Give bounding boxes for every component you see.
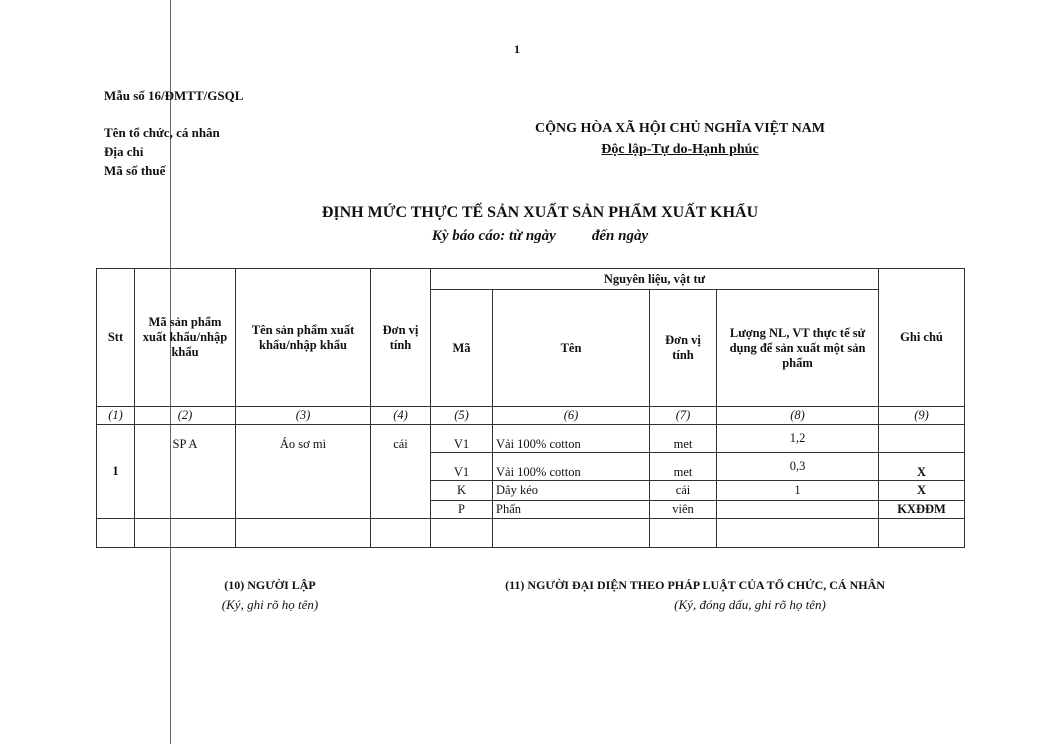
material-code: V1	[431, 453, 493, 481]
col-number: (8)	[717, 407, 879, 425]
material-unit: met	[650, 425, 717, 453]
page-number: 1	[514, 42, 520, 56]
period-to-label: đến ngày	[591, 228, 649, 244]
representative-role: (11) NGƯỜI ĐẠI DIỆN THEO PHÁP LUẬT CỦA TỔ CHỨC, CÁ NHÂN	[505, 578, 885, 592]
header-product-name: Tên sản phẩm xuất khẩu/nhập khẩu	[236, 269, 371, 407]
material-qty: 1,2	[717, 425, 879, 453]
header-stt: Stt	[97, 269, 135, 407]
header-materials-group: Nguyên liệu, vật tư	[431, 269, 879, 290]
material-code: V1	[431, 425, 493, 453]
material-qty: 1	[717, 481, 879, 501]
col-number: (6)	[493, 407, 650, 425]
nation-heading: CỘNG HÒA XÃ HỘI CHỦ NGHĨA VIỆT NAM	[534, 121, 825, 136]
org-name-label: Tên tổ chức, cá nhân	[104, 125, 220, 140]
col-number: (4)	[371, 407, 431, 425]
document-title: ĐỊNH MỨC THỰC TẾ SẢN XUẤT SẢN PHẨM XUẤT KHẨU	[321, 204, 759, 221]
representative-note: (Ký, đóng dấu, ghi rõ họ tên)	[674, 597, 826, 612]
header-note: Ghi chú	[879, 269, 965, 407]
preparer-note: (Ký, ghi rõ họ tên)	[221, 597, 319, 612]
col-number: (1)	[97, 407, 135, 425]
material-qty	[717, 501, 879, 519]
material-code: K	[431, 481, 493, 501]
header-mat-qty: Lượng NL, VT thực tế sử dụng để sản xuất một sản phẩm	[717, 290, 879, 407]
header-unit: Đơn vị tính	[371, 269, 431, 407]
representative-signature-block	[470, 578, 920, 613]
material-qty: 0,3	[717, 453, 879, 481]
header-mat-name: Tên	[493, 290, 650, 407]
motto	[470, 142, 890, 158]
column-number-row	[97, 407, 965, 425]
col-number: (5)	[431, 407, 493, 425]
col-number: (2)	[135, 407, 236, 425]
org-info	[104, 123, 220, 180]
material-code: P	[431, 501, 493, 519]
header-row-1	[97, 269, 965, 290]
material-name: Vải 100% cotton	[493, 425, 650, 453]
org-tax-label: Mã số thuế	[104, 163, 166, 178]
header-mat-unit: Đơn vị tính	[650, 290, 717, 407]
empty-row	[97, 519, 965, 548]
report-period	[180, 228, 900, 245]
table-row	[97, 425, 965, 453]
material-unit: viên	[650, 501, 717, 519]
period-from-label: Kỳ báo cáo: từ ngày	[431, 228, 556, 244]
org-address-label: Địa chỉ	[104, 144, 144, 159]
material-note: KXĐĐM	[879, 501, 965, 519]
material-unit: cái	[650, 481, 717, 501]
material-name: Vải 100% cotton	[493, 453, 650, 481]
col-number: (3)	[236, 407, 371, 425]
material-note	[879, 425, 965, 453]
col-number: (7)	[650, 407, 717, 425]
product-code: SP A	[135, 425, 236, 519]
norm-table	[96, 268, 965, 548]
material-name: Dây kéo	[493, 481, 650, 501]
header-product-code: Mã sản phẩm xuất khẩu/nhập khẩu	[135, 269, 236, 407]
material-note: X	[879, 481, 965, 501]
material-note: X	[879, 453, 965, 481]
preparer-signature-block	[185, 578, 355, 613]
motto-text: Độc lập-Tự do-Hạnh phúc	[601, 142, 759, 157]
material-name: Phấn	[493, 501, 650, 519]
header-mat-code: Mã	[431, 290, 493, 407]
product-unit: cái	[371, 425, 431, 519]
product-name: Áo sơ mi	[236, 425, 371, 519]
preparer-role: (10) NGƯỜI LẬP	[224, 578, 316, 592]
form-code: Mẫu số 16/ĐMTT/GSQL	[104, 88, 244, 103]
material-unit: met	[650, 453, 717, 481]
product-stt: 1	[97, 425, 135, 519]
col-number: (9)	[879, 407, 965, 425]
